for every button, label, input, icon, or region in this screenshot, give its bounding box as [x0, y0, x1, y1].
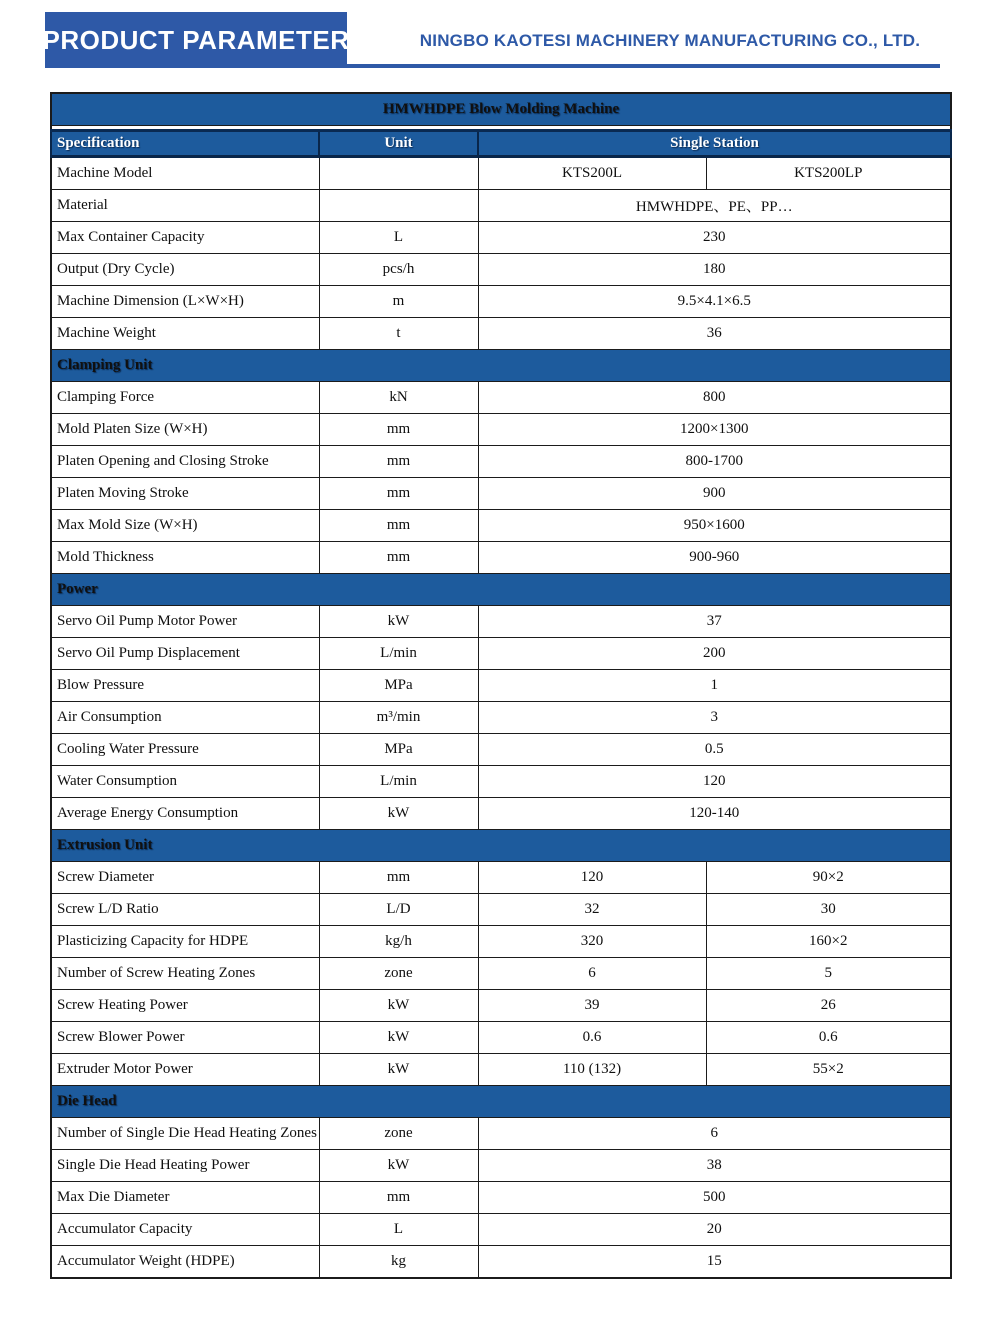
- unit-value: kW: [319, 798, 478, 830]
- param-value: 20: [478, 1214, 951, 1246]
- spec-label: Output (Dry Cycle): [51, 254, 319, 286]
- param-value: 36: [478, 318, 951, 350]
- table-title: HMWHDPE Blow Molding Machine: [51, 93, 951, 126]
- table-row: [51, 894, 951, 926]
- table-row: [51, 798, 951, 830]
- param-value-model-2: 5: [706, 958, 951, 990]
- spec-label: Material: [51, 190, 319, 222]
- table-row: [51, 286, 951, 318]
- param-value-model-1: 39: [478, 990, 706, 1022]
- table-row: [51, 702, 951, 734]
- spec-label: Platen Moving Stroke: [51, 478, 319, 510]
- unit-value: kg: [319, 1246, 478, 1279]
- table-row: [51, 414, 951, 446]
- table-row: [51, 157, 951, 190]
- param-value-model-2: 55×2: [706, 1054, 951, 1086]
- unit-value: L/D: [319, 894, 478, 926]
- param-value: 1200×1300: [478, 414, 951, 446]
- table-row: [51, 382, 951, 414]
- param-value: 230: [478, 222, 951, 254]
- unit-value: L: [319, 1214, 478, 1246]
- section-header-row: [51, 830, 951, 862]
- param-value-model-1: 120: [478, 862, 706, 894]
- spec-label: Average Energy Consumption: [51, 798, 319, 830]
- spec-label: Screw Diameter: [51, 862, 319, 894]
- param-value: 38: [478, 1150, 951, 1182]
- table-row: [51, 510, 951, 542]
- param-value-model-2: 26: [706, 990, 951, 1022]
- param-value: 800-1700: [478, 446, 951, 478]
- spec-label: Blow Pressure: [51, 670, 319, 702]
- header-underline: [347, 64, 940, 68]
- column-header-single-station: Single Station: [478, 131, 951, 157]
- unit-value: mm: [319, 478, 478, 510]
- spec-label: Single Die Head Heating Power: [51, 1150, 319, 1182]
- section-header: Clamping Unit: [51, 350, 951, 382]
- table-row: [51, 190, 951, 222]
- spec-label: Max Mold Size (W×H): [51, 510, 319, 542]
- table-title-row: [51, 93, 951, 126]
- table-row: [51, 542, 951, 574]
- spec-label: Number of Single Die Head Heating Zones: [51, 1118, 319, 1150]
- table-row: [51, 1118, 951, 1150]
- table-row: [51, 606, 951, 638]
- unit-value: [319, 190, 478, 222]
- param-value: 120-140: [478, 798, 951, 830]
- section-header: Extrusion Unit: [51, 830, 951, 862]
- spec-label: Accumulator Weight (HDPE): [51, 1246, 319, 1279]
- param-value: 200: [478, 638, 951, 670]
- spec-label: Water Consumption: [51, 766, 319, 798]
- param-value-model-2: 160×2: [706, 926, 951, 958]
- section-header-row: [51, 1086, 951, 1118]
- spec-table: [50, 92, 952, 1279]
- spec-label: Accumulator Capacity: [51, 1214, 319, 1246]
- unit-value: mm: [319, 446, 478, 478]
- company-name: NINGBO KAOTESI MACHINERY MANUFACTURING CO., LTD.: [419, 31, 921, 50]
- param-value-model-1: KTS200L: [478, 157, 706, 190]
- param-value-model-1: 0.6: [478, 1022, 706, 1054]
- spec-label: Extruder Motor Power: [51, 1054, 319, 1086]
- unit-value: t: [319, 318, 478, 350]
- spec-label: Screw Blower Power: [51, 1022, 319, 1054]
- param-value-model-1: 32: [478, 894, 706, 926]
- table-row: [51, 958, 951, 990]
- table-row: [51, 222, 951, 254]
- spec-label: Servo Oil Pump Displacement: [51, 638, 319, 670]
- unit-value: kW: [319, 1022, 478, 1054]
- param-value: 3: [478, 702, 951, 734]
- unit-value: kg/h: [319, 926, 478, 958]
- param-value: 180: [478, 254, 951, 286]
- param-value-model-1: 110 (132): [478, 1054, 706, 1086]
- section-header-row: [51, 574, 951, 606]
- section-header-row: [51, 350, 951, 382]
- unit-value: kW: [319, 990, 478, 1022]
- unit-value: m³/min: [319, 702, 478, 734]
- param-value-model-2: 30: [706, 894, 951, 926]
- spec-label: Mold Platen Size (W×H): [51, 414, 319, 446]
- column-header-unit: Unit: [319, 131, 478, 157]
- unit-value: L/min: [319, 638, 478, 670]
- table-row: [51, 766, 951, 798]
- spec-label: Air Consumption: [51, 702, 319, 734]
- table-row: [51, 446, 951, 478]
- param-value: 9.5×4.1×6.5: [478, 286, 951, 318]
- spec-label: Number of Screw Heating Zones: [51, 958, 319, 990]
- unit-value: pcs/h: [319, 254, 478, 286]
- unit-value: mm: [319, 862, 478, 894]
- param-value: 37: [478, 606, 951, 638]
- table-row: [51, 1022, 951, 1054]
- table-row: [51, 926, 951, 958]
- param-value: 1: [478, 670, 951, 702]
- table-row: [51, 1150, 951, 1182]
- table-row: [51, 670, 951, 702]
- column-header-row: [51, 131, 951, 157]
- param-value: 0.5: [478, 734, 951, 766]
- param-value: 120: [478, 766, 951, 798]
- spec-label: Machine Dimension (L×W×H): [51, 286, 319, 318]
- param-value-model-2: KTS200LP: [706, 157, 951, 190]
- table-row: [51, 318, 951, 350]
- unit-value: m: [319, 286, 478, 318]
- table-row: [51, 1182, 951, 1214]
- table-row: [51, 1214, 951, 1246]
- param-value: 500: [478, 1182, 951, 1214]
- table-row: [51, 254, 951, 286]
- unit-value: kW: [319, 1054, 478, 1086]
- unit-value: mm: [319, 542, 478, 574]
- spec-label: Max Container Capacity: [51, 222, 319, 254]
- table-row: [51, 1054, 951, 1086]
- spec-label: Max Die Diameter: [51, 1182, 319, 1214]
- spec-label: Machine Weight: [51, 318, 319, 350]
- param-value: 950×1600: [478, 510, 951, 542]
- table-row: [51, 990, 951, 1022]
- unit-value: zone: [319, 958, 478, 990]
- section-header: Die Head: [51, 1086, 951, 1118]
- param-value-model-2: 0.6: [706, 1022, 951, 1054]
- spec-label: Platen Opening and Closing Stroke: [51, 446, 319, 478]
- spec-label: Servo Oil Pump Motor Power: [51, 606, 319, 638]
- param-value: 15: [478, 1246, 951, 1279]
- param-value: HMWHDPE、PE、PP…: [478, 190, 951, 222]
- table-row: [51, 862, 951, 894]
- unit-value: zone: [319, 1118, 478, 1150]
- spec-table-body: [51, 157, 951, 1279]
- unit-value: L/min: [319, 766, 478, 798]
- param-value: 900: [478, 478, 951, 510]
- spec-label: Mold Thickness: [51, 542, 319, 574]
- spec-label: Clamping Force: [51, 382, 319, 414]
- unit-value: MPa: [319, 670, 478, 702]
- spec-label: Screw Heating Power: [51, 990, 319, 1022]
- unit-value: MPa: [319, 734, 478, 766]
- table-row: [51, 734, 951, 766]
- page-title: PRODUCT PARAMETER: [42, 24, 350, 55]
- param-value: 900-960: [478, 542, 951, 574]
- brand-box: [42, 12, 350, 68]
- param-value-model-2: 90×2: [706, 862, 951, 894]
- unit-value: kW: [319, 1150, 478, 1182]
- table-row: [51, 638, 951, 670]
- unit-value: L: [319, 222, 478, 254]
- spec-label: Cooling Water Pressure: [51, 734, 319, 766]
- table-row: [51, 478, 951, 510]
- param-value: 800: [478, 382, 951, 414]
- spec-label: Screw L/D Ratio: [51, 894, 319, 926]
- param-value-model-1: 6: [478, 958, 706, 990]
- section-header: Power: [51, 574, 951, 606]
- spec-label: Plasticizing Capacity for HDPE: [51, 926, 319, 958]
- param-value-model-1: 320: [478, 926, 706, 958]
- column-header-specification: Specification: [51, 131, 319, 157]
- param-value: 6: [478, 1118, 951, 1150]
- unit-value: mm: [319, 510, 478, 542]
- unit-value: mm: [319, 1182, 478, 1214]
- unit-value: [319, 157, 478, 190]
- unit-value: kN: [319, 382, 478, 414]
- unit-value: mm: [319, 414, 478, 446]
- spec-label: Machine Model: [51, 157, 319, 190]
- unit-value: kW: [319, 606, 478, 638]
- table-row: [51, 1246, 951, 1279]
